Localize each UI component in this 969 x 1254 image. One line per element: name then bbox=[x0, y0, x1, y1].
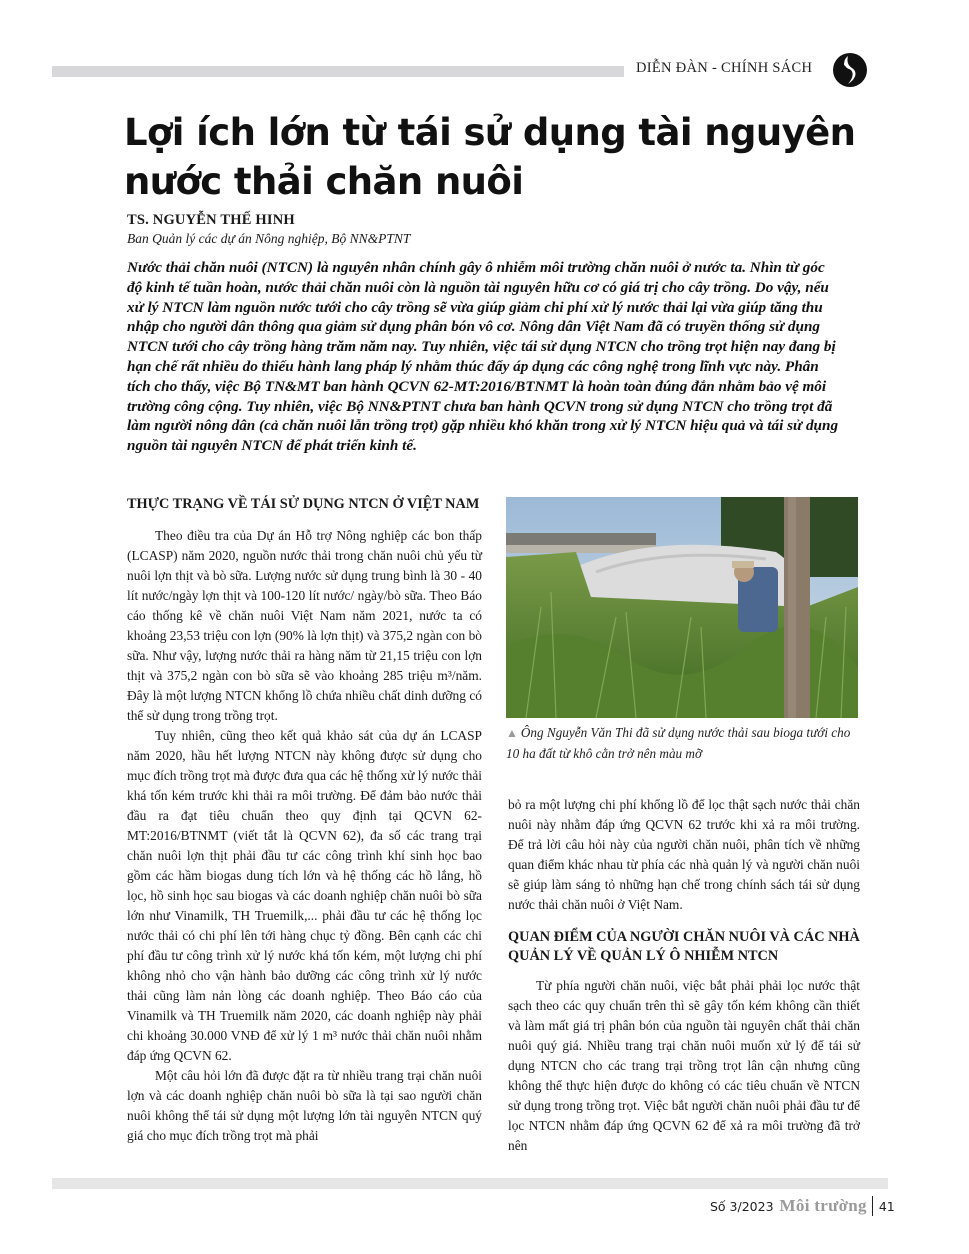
body-paragraph: Một câu hỏi lớn đã được đặt ra từ nhiều trang trại chăn nuôi lợn và các doanh nghiệp chăn nuôi bò sữa là tại sao người chăn nuôi không thể tái sử dụng một lượng lớn tài nguyên NTCN quý giá cho mục đích trồng trọt mà phải bbox=[127, 1068, 482, 1143]
left-column bbox=[127, 495, 482, 1146]
body-paragraph: Tuy nhiên, cũng theo kết quả khảo sát của dự án LCASP năm 2020, hầu hết lượng NTCN này không được sử dụng cho mục đích trồng trọt mà được đưa qua các hệ thống xử lý nước thải khá tốn kém trước khi thải ra môi trường. Để đảm bảo nước thải đầu ra đạt tiêu chuẩn theo quy định tại QCVN 62-MT:2016/BTNMT (viết tắt là QCVN 62), đa số các trang trại chăn nuôi lợn thịt phải đầu tư các công trình khí sinh học bao gồm các hầm biogas dung tích lớn và hệ thống các hồ lắng, hồ lọc, hồ sinh học sau biogas và các doanh nghiệp chăn nuôi bò sữa lớn như Vinamilk, TH Truemilk,... phải đầu tư các hệ thống lọc nước thải có chi phí lên tới hàng chục tỷ đồng. Bên cạnh các chi phí đầu tư công trình xử lý nước khá tốn kém, một lượng chi phí không nhỏ cho vận hành bảo dưỡng các công trình xử lý nước thải cũng làm nản lòng các doanh nghiệp. Theo Báo cáo của Vinamilk và TH Truemilk năm 2020, các doanh nghiệp này phải chi khoảng 30.000 VNĐ để xử lý 1 m³ nước thải chăn nuôi nhằm đáp ứng QCVN 62. bbox=[127, 728, 482, 1063]
body-paragraph: Từ phía người chăn nuôi, việc bắt phải phải lọc nước thật sạch theo các quy chuẩn trên thì sẽ gây tốn kém không cần thiết và làm mất giá trị phân bón của nguồn tài nguyên chất thải chăn nuôi quý giá. Nhiều trang trại chăn nuôi muốn xử lý để tái sử dụng NTCN cho các trang trại trồng trọt lân cận nhưng cũng không thể thực hiện được do không có các tiêu chuẩn về NTCN sử dụng trong trồng trọt. Việc bắt người chăn nuôi phải đầu tư để lọc NTCN nhằm đáp ứng QCVN 62 để xả ra môi trường đã trở nên bbox=[508, 978, 860, 1153]
photo-caption bbox=[506, 723, 866, 763]
photo-biogas-field bbox=[506, 497, 858, 718]
author-name: TS. NGUYỄN THẾ HINH bbox=[127, 212, 295, 228]
photo-caption-text: Ông Nguyễn Văn Thi đã sử dụng nước thải sau bioga tưới cho 10 ha đất từ khô cằn trở nên màu mỡ bbox=[506, 725, 851, 761]
magazine-logo-icon bbox=[832, 52, 868, 88]
body-paragraph-continued: bỏ ra một lượng chi phí khổng lồ để lọc thật sạch nước thải chăn nuôi này nhằm đáp ứng QCVN 62 trước khi xả ra môi trường. Để trả lời câu hỏi này của người chăn nuôi, phân tích về những quan điểm khác nhau từ phía các nhà quản lý và người chăn nuôi sẽ giúp làm sáng tỏ những hạn chế trong chính sách tái sử dụng nước thải chăn nuôi ở Việt Nam. bbox=[508, 797, 860, 912]
issue-number: Số 3/2023 bbox=[710, 1198, 774, 1214]
header-rule bbox=[52, 66, 624, 77]
title-line-1: Lợi ích lớn từ tái sử dụng tài nguyên bbox=[124, 111, 856, 154]
title-line-2: nước thải chăn nuôi bbox=[124, 160, 524, 203]
right-column bbox=[508, 795, 860, 1156]
article-title bbox=[124, 108, 864, 206]
body-paragraph: Theo điều tra của Dự án Hỗ trợ Nông nghiệp các bon thấp (LCASP) năm 2020, nguồn nước thải trong chăn nuôi chủ yếu từ nuôi lợn thịt và bò sữa. Lượng nước sử dụng trung bình là 30 - 40 lít nước/ngày lợn thịt và 100-120 lít nước/ ngày/bò sữa. Theo Báo cáo thống kê về chăn nuôi Việt Nam năm 2021, nước ta có khoảng 23,53 triệu con lợn (90% là lợn thịt) và 375,2 ngàn con bò sữa. Như vậy, lượng nước thải ra hàng năm từ 21,15 triệu con lợn thịt và 375,2 ngàn con bò sữa sẽ vào khoảng 285 triệu m³/năm. Đây là một lượng NTCN khổng lồ chứa nhiều chất dinh dưỡng có thể sử dụng trong trồng trọt. bbox=[127, 528, 482, 723]
section-label: DIỄN ĐÀN - CHÍNH SÁCH bbox=[636, 60, 813, 76]
page-number: 41 bbox=[878, 1198, 895, 1214]
article-photo bbox=[506, 497, 858, 718]
page-footer bbox=[710, 1195, 895, 1217]
footer-divider bbox=[872, 1196, 873, 1216]
article-lead: Nước thải chăn nuôi (NTCN) là nguyên nhân chính gây ô nhiễm môi trường chăn nuôi ở nước ta. Nhìn từ góc độ kinh tế tuần hoàn, nước thải chăn nuôi còn là nguồn tài nguyên hữu cơ có giá trị cho cây trồng. Do vậy, nếu xử lý NTCN làm nguồn nước tưới cho cây trồng sẽ vừa giúp giảm chi phí xử lý nước thải lại vừa giúp tăng thu nhập cho người dân thông qua giảm sử dụng phân bón vô cơ. Nông dân Việt Nam đã có truyền thống sử dụng NTCN tưới cho cây trồng hàng trăm năm nay. Tuy nhiên, việc tái sử dụng NTCN cho trồng trọt hiện nay đang bị hạn chế rất nhiều do thiếu hành lang pháp lý nhằm thúc đẩy áp dụng các công nghệ trong lĩnh vực này. Phân tích cho thấy, việc Bộ TN&MT ban hành QCVN 62-MT:2016/BTNMT là hoàn toàn đúng đắn nhằm bảo vệ môi trường công cộng. Tuy nhiên, việc Bộ NN&PTNT chưa ban hành QCVN trong sử dụng NTCN cho trồng trọt đã làm người nông dân (cả chăn nuôi lẫn trồng trọt) gặp nhiều khó khăn trong xử lý NTCN hiệu quả và tái sử dụng nguồn tài nguyên NTCN để phát triển kinh tế. bbox=[127, 259, 839, 455]
triangle-marker-icon: ▲ bbox=[506, 726, 518, 740]
author-affiliation: Ban Quản lý các dự án Nông nghiệp, Bộ NN&PTNT bbox=[127, 231, 411, 246]
footer-rule bbox=[52, 1178, 888, 1189]
magazine-name: Môi trường bbox=[779, 1196, 867, 1215]
section-heading-2: QUAN ĐIỂM CỦA NGƯỜI CHĂN NUÔI VÀ CÁC NHÀ QUẢN LÝ VỀ QUẢN LÝ Ô NHIỄM NTCN bbox=[508, 929, 860, 964]
section-heading-1: THỰC TRẠNG VỀ TÁI SỬ DỤNG NTCN Ở VIỆT NAM bbox=[127, 496, 480, 512]
